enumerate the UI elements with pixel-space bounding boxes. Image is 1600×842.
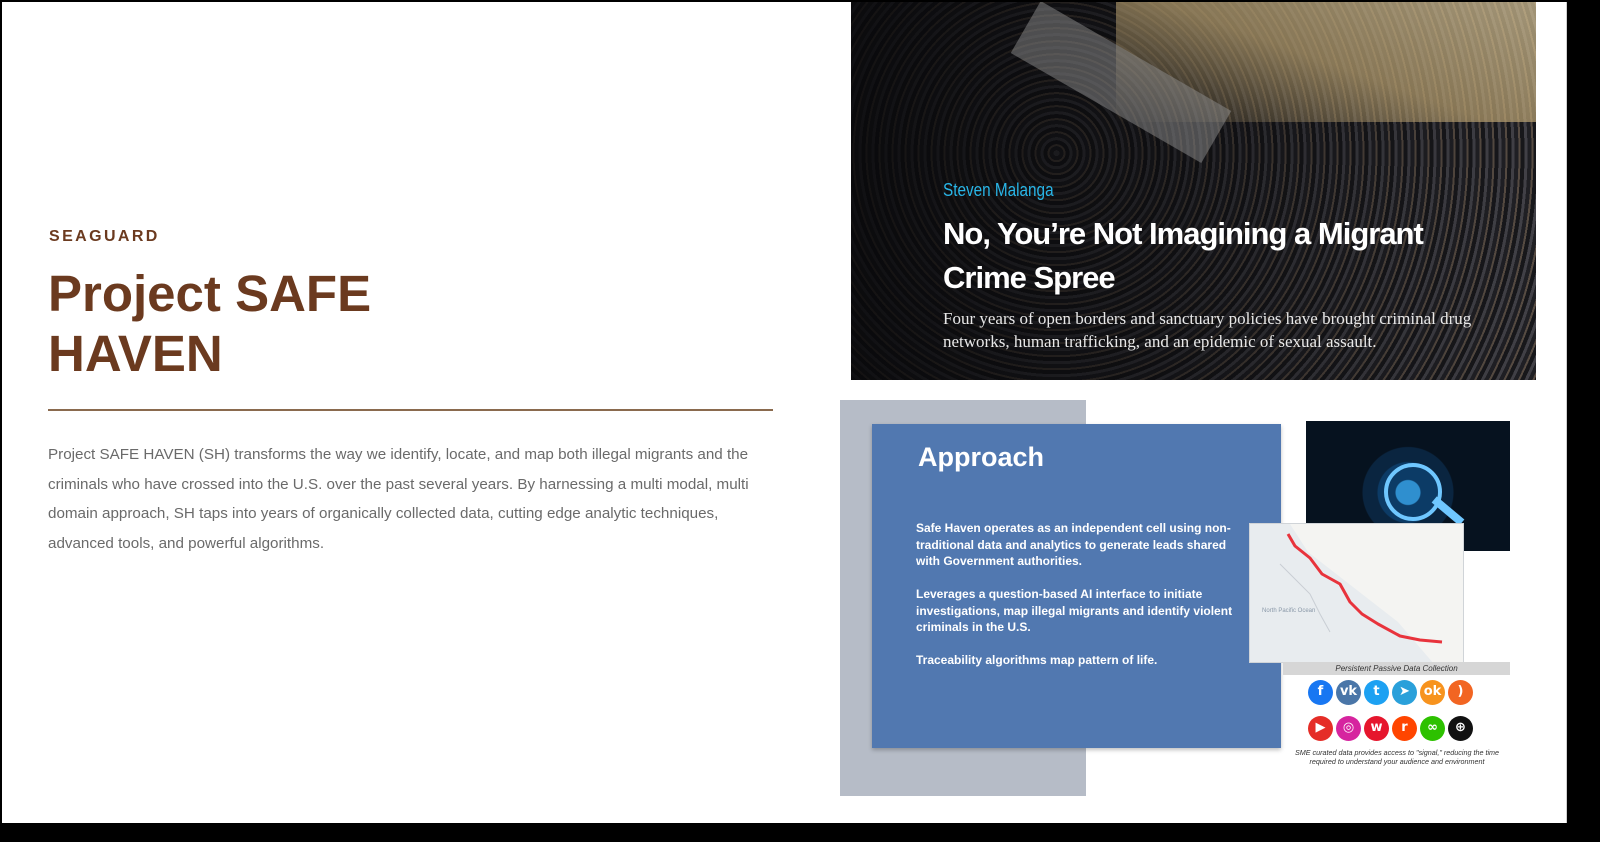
approach-point-3: Traceability algorithms map pattern of life. xyxy=(916,653,1158,667)
article-dek: Four years of open borders and sanctuary policies have brought criminal drug networks, human trafficking, and an epidemic of sexual assault. xyxy=(943,309,1472,351)
youtube-icon xyxy=(1308,716,1333,741)
vk-icon xyxy=(1336,680,1361,705)
page xyxy=(2,2,1566,823)
magnifier-handle xyxy=(1432,496,1465,525)
route-map xyxy=(1249,523,1464,663)
globe-icon xyxy=(1448,716,1473,741)
approach-point-1: Safe Haven operates as an independent cell using non-traditional data and analytics to generate leads shared with Government authorities. xyxy=(916,521,1231,568)
reddit-icon xyxy=(1392,716,1417,741)
map-ocean-label: North Pacific Ocean xyxy=(1262,608,1316,614)
social-icon-grid xyxy=(1308,680,1478,752)
wechat-icon xyxy=(1420,716,1445,741)
page-title-line2: HAVEN xyxy=(48,325,223,382)
sme-note: SME curated data provides access to "signal," reducing the time required to understand your audience and environment xyxy=(1294,748,1500,766)
article-headline[interactable]: No, You’re Not Imagining a Migrant Crime Spree xyxy=(943,216,1423,295)
right-border xyxy=(1566,2,1567,823)
instagram-icon xyxy=(1336,716,1361,741)
approach-title: Approach xyxy=(918,442,1045,472)
twitter-icon xyxy=(1364,680,1389,705)
rss-icon xyxy=(1448,680,1473,705)
data-collection-label: Persistent Passive Data Collection xyxy=(1283,662,1510,675)
telegram-icon xyxy=(1392,680,1417,705)
approach-point-2: Leverages a question-based AI interface to initiate investigations, map illegal migrants and identify violent criminals in the U.S. xyxy=(916,587,1233,634)
weibo-icon xyxy=(1364,716,1389,741)
page-title xyxy=(48,264,568,384)
magnifier-icon xyxy=(1384,463,1442,521)
article-card[interactable] xyxy=(851,2,1536,380)
route-line xyxy=(1250,524,1463,662)
project-description: Project SAFE HAVEN (SH) transforms the way we identify, locate, and map both illegal migrants and the criminals who have crossed into the U.S. over the past several years. By harnessing a multi modal, multi domain approach, SH taps into years of organically collected data, cutting edge analytic techniques, advanced tools, and powerful algorithms. xyxy=(48,446,749,552)
approach-panel xyxy=(872,424,1281,748)
title-divider xyxy=(48,409,773,411)
page-title-line1: Project SAFE xyxy=(48,265,372,322)
article-author[interactable]: Steven Malanga xyxy=(943,180,1054,200)
facebook-icon xyxy=(1308,680,1333,705)
odnoklassniki-icon xyxy=(1420,680,1445,705)
eyebrow-label: SEAGUARD xyxy=(49,228,160,245)
